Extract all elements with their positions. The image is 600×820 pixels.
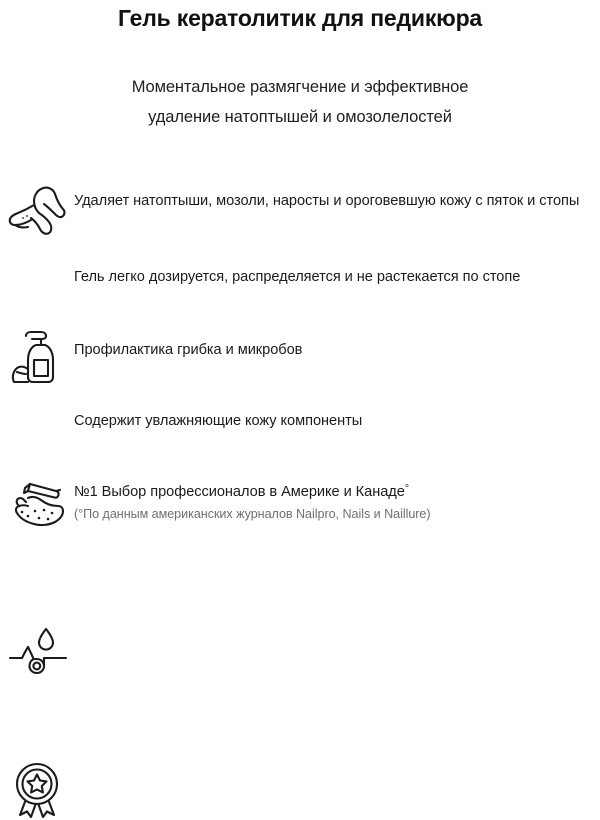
list-item xyxy=(0,178,600,252)
droplet-skin-icon xyxy=(8,620,68,680)
feature-label xyxy=(74,468,409,502)
award-medal-star-icon xyxy=(8,760,68,820)
feature-label: Содержит увлажняющие кожу компоненты xyxy=(74,413,363,429)
list-item xyxy=(0,252,600,326)
feature-label-main: №1 Выбор профессионалов в Америке и Канаде xyxy=(74,484,405,500)
list-item xyxy=(0,398,600,468)
page-title: Гель кератолитик для педикюра xyxy=(117,5,483,31)
feature-footnote: (°По данным американских журналов Nailpro, Nails и Naillure) xyxy=(74,507,431,521)
page-subtitle xyxy=(0,32,600,132)
feature-label: Профилактика грибка и микробов xyxy=(74,342,303,358)
subtitle-line-1: Моментальное размягчение и эффективное xyxy=(131,78,469,96)
footnote-marker: ° xyxy=(404,482,409,495)
list-item xyxy=(0,468,600,542)
feature-label: Удаляет натоптыши, мозоли, наросты и ороговевшую кожу с пяток и стопы xyxy=(74,193,580,209)
legs-feet-icon xyxy=(8,180,68,240)
subtitle-line-2: удаление натоптышей и омозолелостей xyxy=(148,108,452,126)
page-header xyxy=(0,0,600,132)
feature-label: Гель легко дозируется, распределяется и не растекается по стопе xyxy=(74,269,521,285)
list-item xyxy=(0,326,600,398)
feature-list xyxy=(0,178,600,542)
